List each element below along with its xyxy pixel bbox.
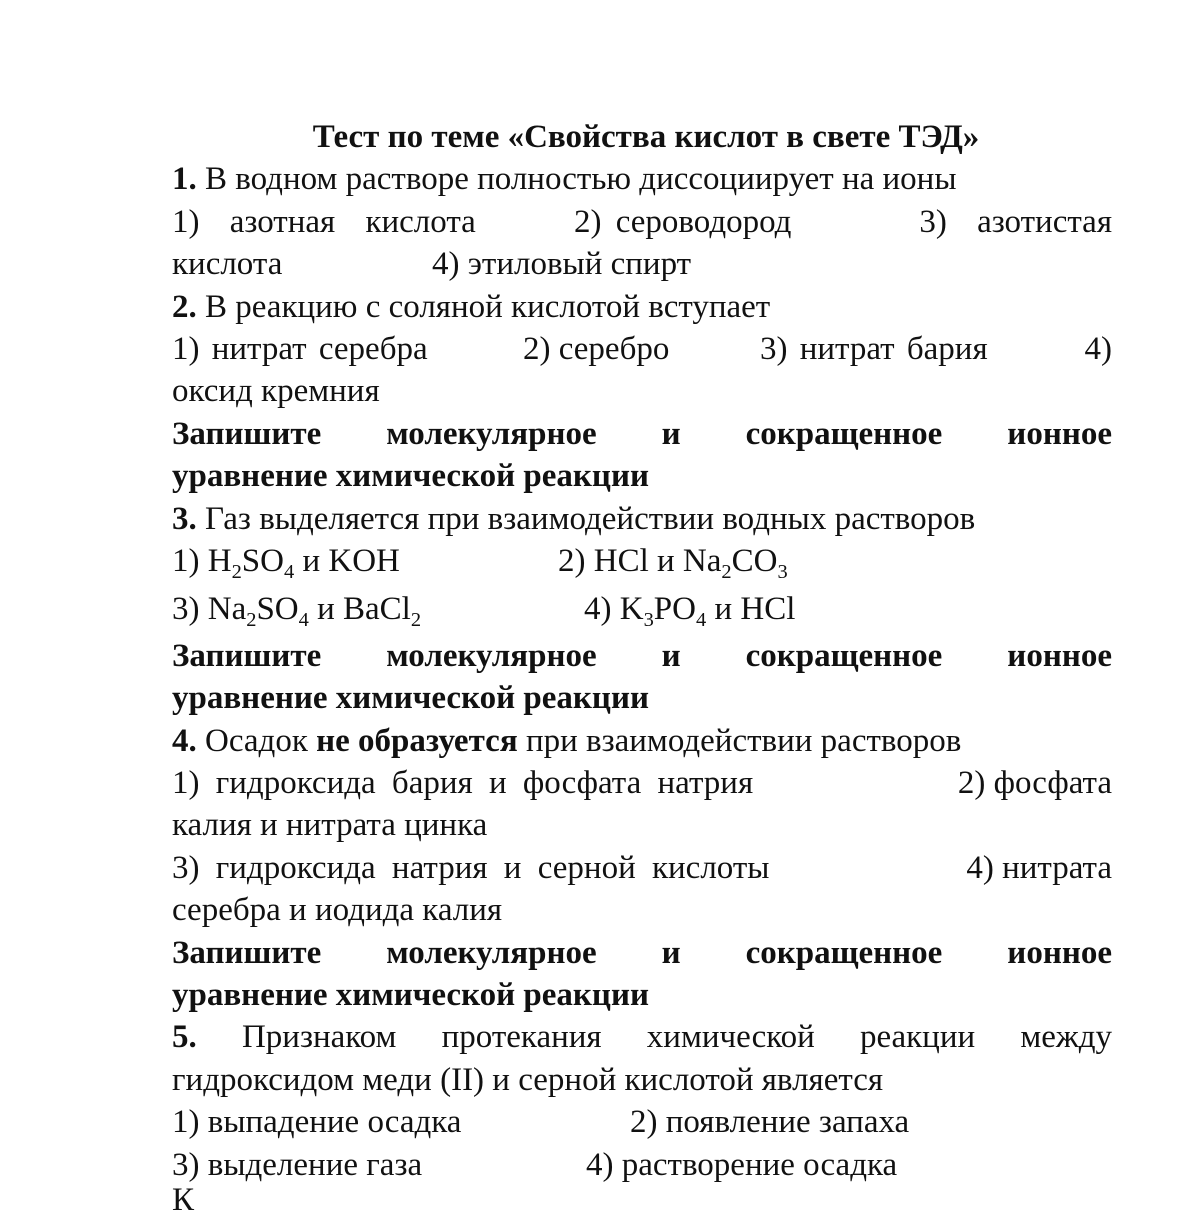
question-number: 4. [172, 722, 197, 759]
option-3: 3) гидроксида натрия и серной кислоты [172, 849, 770, 886]
option-3: 3) $Na_2SO_4$ и BaCl$_2$ [172, 591, 422, 632]
cut-off-next-line: К [172, 1182, 195, 1218]
option-3-continued: кислота [172, 246, 283, 283]
question-text: В реакцию с соляной кислотой вступает [205, 288, 771, 325]
question-number: 2. [172, 288, 197, 325]
option-3: 3) азотистая [919, 203, 1112, 240]
question-4-options-row-2 [172, 847, 1112, 889]
question-1 [172, 158, 1112, 200]
question-4-options-row-1 [172, 762, 1112, 804]
instruction-line-1: Запишите молекулярное и сокращенное ионное [172, 934, 1112, 971]
question-5-options-row-1 [172, 1101, 1112, 1143]
document-title: Тест по теме «Свойства кислот в свете ТЭД» [312, 119, 980, 155]
question-text: Газ выделяется при взаимодействии водных растворов [205, 500, 976, 537]
option-1: 1) выпадение осадка [172, 1104, 462, 1141]
option-4: 4) [1084, 331, 1112, 367]
question-number: 1. [172, 161, 197, 198]
question-2-option-4-continued: оксид кремния [172, 373, 380, 410]
question-text: Осадок [205, 722, 308, 759]
instruction-line-2: уравнение химической реакции [172, 458, 649, 495]
option-3: 3) выделение газа [172, 1146, 423, 1183]
instruction-line-2: уравнение химической реакции [172, 680, 649, 717]
question-5-options-row-2 [172, 1144, 1112, 1186]
option-2: 2) появление запаха [630, 1104, 910, 1141]
test-document [172, 116, 1112, 1186]
instruction-line-2: уравнение химической реакции [172, 977, 649, 1014]
question-4 [172, 720, 1112, 762]
option-1: 1) азотная кислота [172, 203, 476, 240]
question-3 [172, 498, 1112, 540]
question-5 [172, 1016, 1112, 1058]
question-emphasis: не образуется [316, 722, 518, 759]
option-2: 2) HCl и $Na_2CO_3$ [558, 543, 788, 584]
option-2: 2) фосфата [957, 765, 1112, 802]
instruction-line-1: Запишите молекулярное и сокращенное ионное [172, 415, 1112, 452]
instruction-line-1: Запишите молекулярное и сокращенное ионное [172, 637, 1112, 674]
option-4: 4) этиловый спирт [432, 246, 692, 283]
option-1: 1) $H_2SO_4$ и KOH [172, 543, 400, 584]
question-number: 3. [172, 500, 197, 537]
question-5-continued: гидроксидом меди (II) и серной кислотой является [172, 1061, 884, 1098]
question-text: Признаком протекания химической реакции между [241, 1019, 1112, 1056]
question-3-options-row-1 [172, 540, 1112, 582]
question-1-options-row-2 [172, 243, 1112, 285]
option-3: 3) нитрат бария [760, 331, 988, 367]
option-1: 1) гидроксида бария и фосфата натрия [172, 765, 754, 802]
question-2 [172, 286, 1112, 328]
question-text-continued: при взаимодействии растворов [525, 722, 962, 759]
option-2-continued: калия и нитрата цинка [172, 807, 488, 844]
question-2-options-row-1 [172, 328, 1112, 370]
option-2: 2) сероводород [574, 203, 792, 240]
question-1-options-row-1 [172, 201, 1112, 243]
question-text: В водном растворе полностью диссоциирует на ионы [205, 161, 957, 198]
option-4: 4) $K_3PO_4$ и HCl [584, 591, 796, 632]
option-1: 1) нитрат серебра [172, 331, 428, 367]
option-4: 4) растворение осадка [586, 1146, 898, 1183]
option-4-continued: серебра и иодида калия [172, 892, 503, 929]
option-4: 4) нитрата [966, 849, 1112, 886]
option-2: 2) серебро [523, 331, 670, 367]
question-3-options-row-2 [172, 588, 1112, 630]
question-number: 5. [172, 1019, 197, 1056]
